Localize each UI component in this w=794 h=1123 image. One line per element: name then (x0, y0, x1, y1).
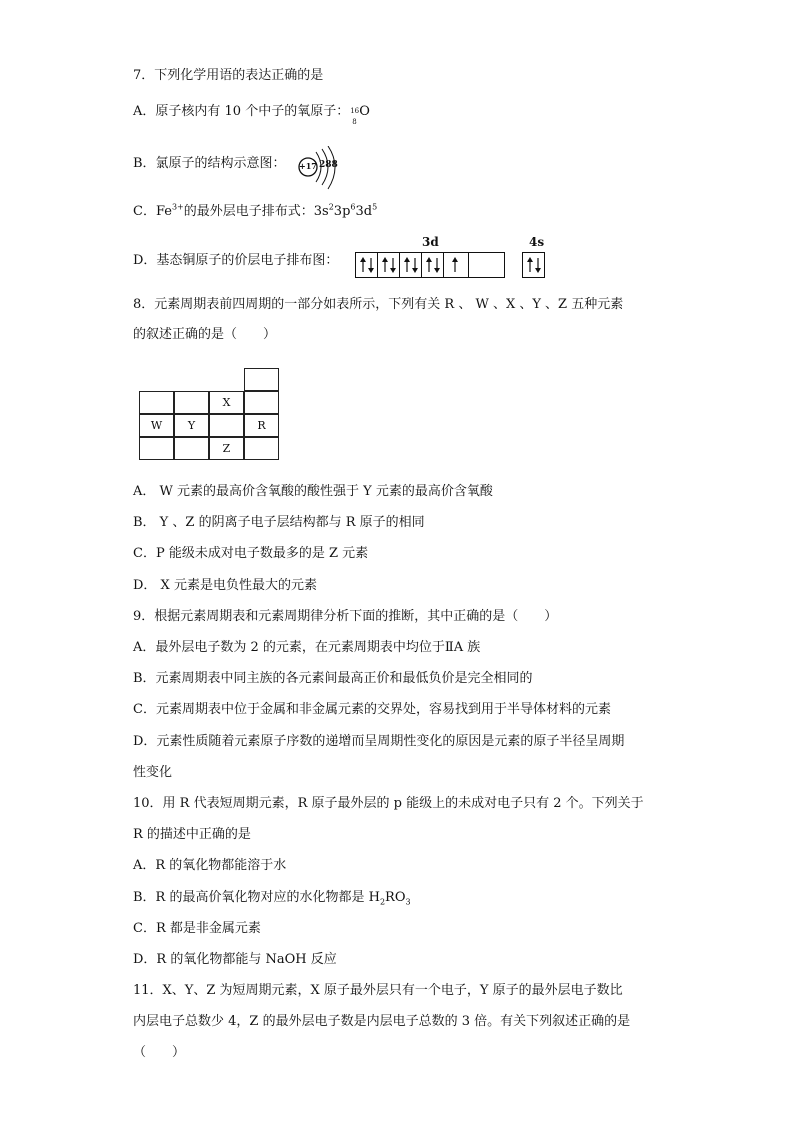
q7-option-b (133, 155, 286, 173)
q10-b-sub-h: 2 (379, 897, 386, 907)
isotope-atomic-number: 8 (352, 118, 357, 126)
periodic-table-fragment (139, 368, 279, 462)
orbital-label-3d: 3d (422, 235, 439, 249)
q8-stem-line-1: 8．元素周期表前四周期的一部分如表所示，下列有关 R 、 W 、X 、Y 、Z 五种元素 (133, 297, 624, 312)
q7-option-a (133, 103, 370, 126)
q10-stem-line-1: 10．用 R 代表短周期元素，R 原子最外层的 p 能级上的未成对电子只有 2 个。下列关于 (133, 796, 644, 811)
oxygen-isotope-notation (349, 103, 360, 126)
q9-option-b: B．元素周期表中同主族的各元素间最高正价和最低负价是完全相同的 (133, 671, 533, 686)
isotope-symbol: O (359, 104, 370, 119)
orbital-box-3d-5 (443, 252, 469, 278)
q10-option-a: A．R 的氧化物都能溶于水 (133, 858, 287, 873)
q7-option-b-text: B．氯原子的结构示意图： (133, 156, 286, 171)
q7-c-charge: 3+ (171, 202, 184, 212)
q8-option-d: D． X 元素是电负性最大的元素 (133, 578, 317, 593)
q10-b-prefix: B．R 的最高价氧化物对应的水化物都是 H (133, 890, 380, 905)
q10-stem-line-2: R 的描述中正确的是 (133, 827, 251, 842)
q11-stem-line-2: 内层电子总数少 4，Z 的最外层电子数是内层电子总数的 3 倍。有关下列叙述正确的是 (133, 1014, 631, 1029)
q11-stem-line-1: 11．X、Y、Z 为短周期元素，X 原子最外层只有一个电子，Y 原子的最外层电子数比 (133, 983, 623, 998)
pt-cell-r0-c3 (244, 368, 279, 391)
q10-b-mid: RO (385, 890, 406, 905)
pt-cell-r1-c3 (244, 391, 279, 414)
q8-option-b: B． Y 、Z 的阴离子电子层结构都与 R 原子的相同 (133, 515, 425, 530)
q7-c-d-label: 3d (355, 204, 373, 219)
q7-stem: 7．下列化学用语的表达正确的是 (133, 68, 324, 83)
pt-cell-y: Y (174, 414, 209, 437)
q10-option-c: C．R 都是非金属元素 (133, 921, 261, 936)
pt-cell-x: X (209, 391, 244, 414)
nucleus-charge: +17 (299, 161, 317, 171)
q10-option-d: D．R 的氧化物都能与 NaOH 反应 (133, 952, 337, 967)
pt-cell-r2-c2 (209, 414, 244, 437)
q11-stem-line-3: （ ） (133, 1045, 186, 1060)
q9-option-d-line-1: D．元素性质随着元素原子序数的递增而呈周期性变化的原因是元素的原子半径呈周期 (133, 734, 625, 749)
q8-option-c: C．P 能级未成对电子数最多的是 Z 元素 (133, 546, 369, 561)
q7-c-mid: 的最外层电子排布式：3s (183, 204, 329, 219)
q7-c-prefix: C．Fe (133, 204, 172, 219)
pt-cell-r3-c0 (139, 437, 174, 460)
isotope-mass-number: 16 (350, 107, 360, 115)
pt-cell-r: R (244, 414, 279, 437)
q7-c-p-count: 6 (350, 202, 356, 212)
orbital-box-4s (522, 252, 545, 278)
q10-option-b (133, 889, 411, 907)
shell-electron-counts: 288 (319, 160, 338, 170)
pt-cell-r3-c3 (244, 437, 279, 460)
q7-c-s-count: 2 (328, 202, 334, 212)
pt-cell-r1-c1 (174, 391, 209, 414)
orbital-box-3d-1 (355, 252, 378, 278)
orbital-box-3d-4 (421, 252, 444, 278)
q9-option-d-line-2: 性变化 (133, 765, 173, 780)
pt-cell-r1-c0 (139, 391, 174, 414)
q7-c-d-count: 5 (372, 202, 378, 212)
orbital-label-4s: 4s (529, 235, 545, 249)
q7-option-d-text: D．基态铜原子的价层电子排布图： (133, 253, 339, 268)
q9-option-a: A．最外层电子数为 2 的元素，在元素周期表中均位于ⅡA 族 (133, 640, 481, 655)
pt-cell-w: W (139, 414, 174, 437)
copper-valence-orbital-diagram (355, 235, 555, 280)
q10-b-sub-o: 3 (405, 897, 411, 907)
orbital-box-3d-3 (399, 252, 422, 278)
orbital-box-3d-2 (377, 252, 400, 278)
q8-stem-line-2: 的叙述正确的是（ ） (133, 327, 277, 342)
chlorine-atom-structure-diagram (294, 146, 354, 192)
q9-option-c: C．元素周期表中位于金属和非金属元素的交界处，容易找到用于半导体材料的元素 (133, 702, 611, 717)
orbital-box-3d-6-empty (468, 252, 505, 278)
q8-option-a: A． W 元素的最高价含氧酸的酸性强于 Y 元素的最高价含氧酸 (133, 484, 493, 499)
q7-option-c (133, 203, 377, 221)
pt-cell-z: Z (209, 437, 244, 460)
pt-cell-r3-c1 (174, 437, 209, 460)
q7-c-p-label: 3p (333, 204, 351, 219)
q7-option-a-text: A．原子核内有 10 个中子的氧原子： (133, 104, 350, 119)
q7-option-d (133, 252, 338, 270)
q9-stem: 9．根据元素周期表和元素周期律分析下面的推断，其中正确的是（ ） (133, 609, 558, 624)
